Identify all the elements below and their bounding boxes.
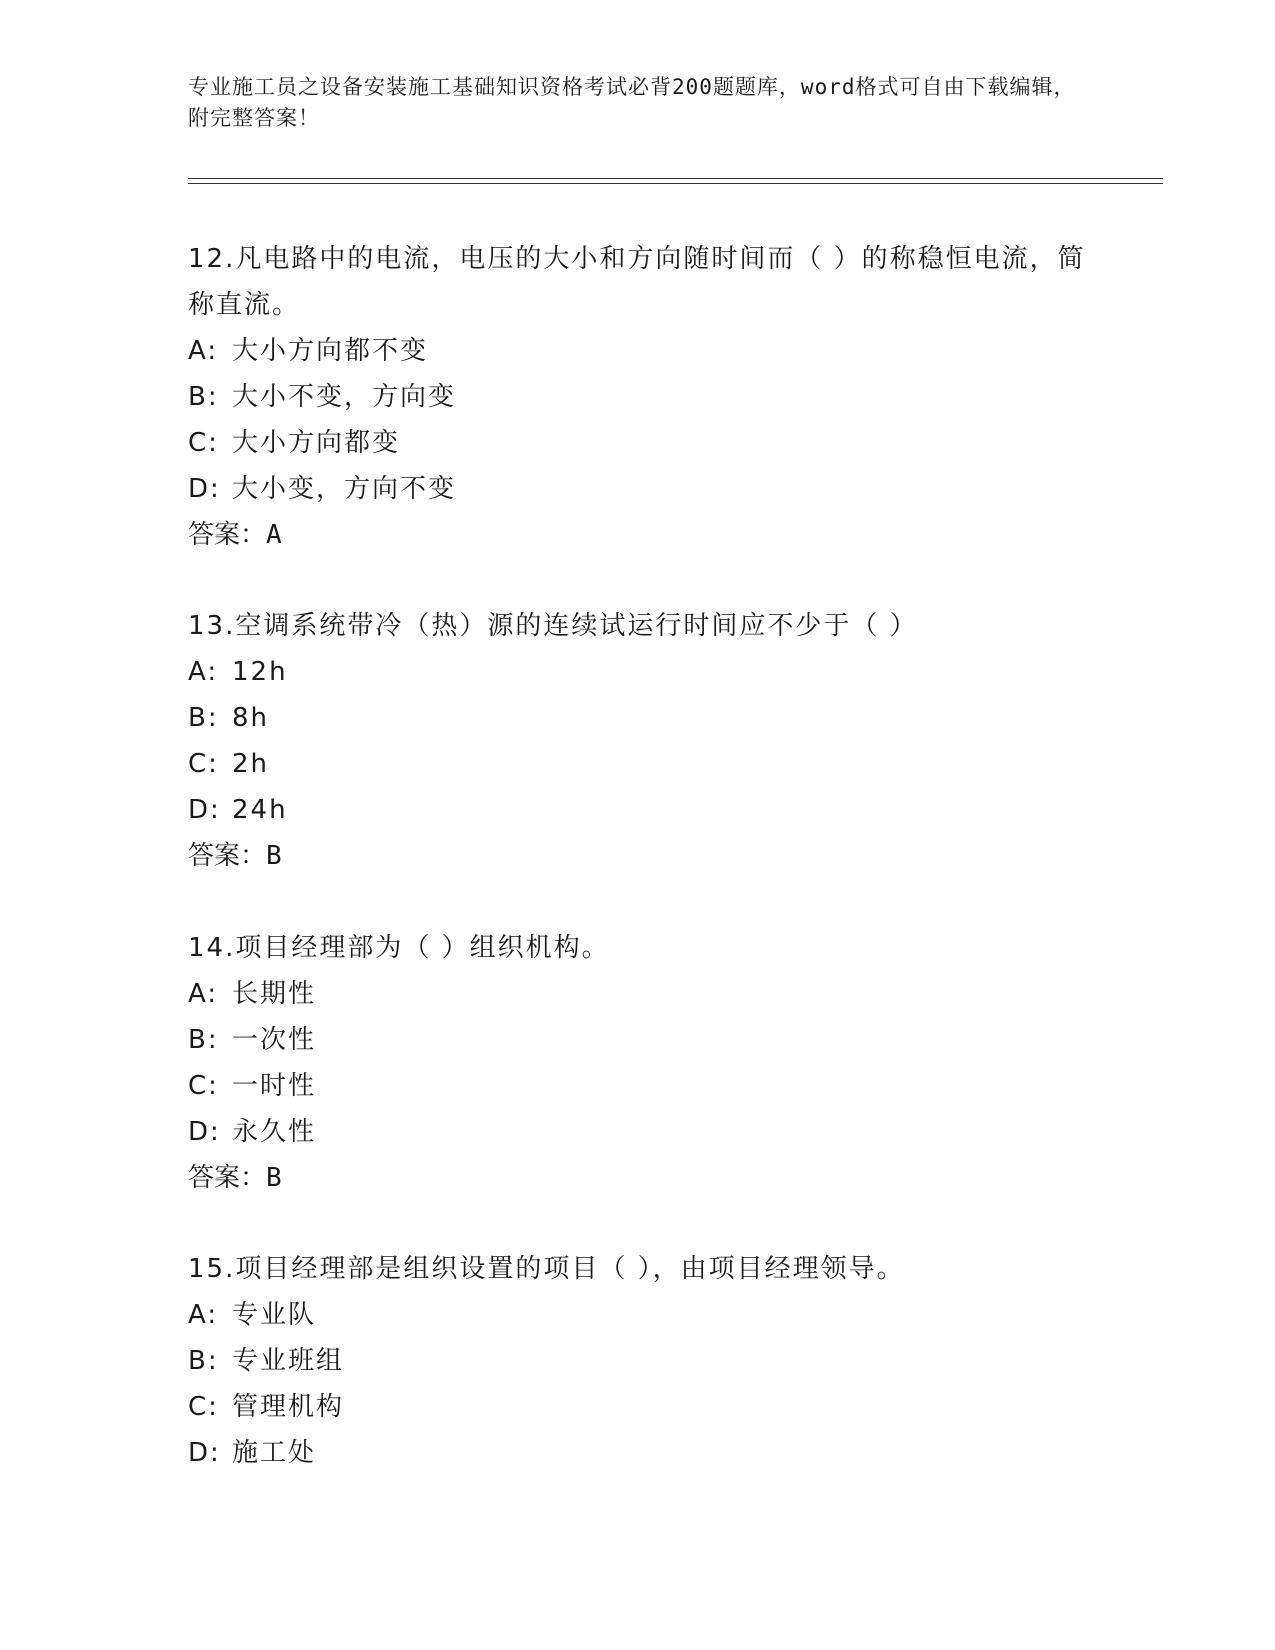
- option-letter: D:: [188, 1117, 221, 1147]
- option-text: 专业队: [232, 1300, 317, 1330]
- option-text: 2h: [232, 749, 270, 779]
- option-letter: B:: [188, 382, 219, 412]
- option-letter: D:: [188, 474, 221, 504]
- option-b: [188, 1017, 1088, 1063]
- option-a: [188, 328, 1088, 374]
- option-c: [188, 1063, 1088, 1109]
- answer: 答案：B: [188, 841, 282, 871]
- question-14: [188, 925, 1088, 1201]
- option-text: 一次性: [232, 1025, 317, 1055]
- option-letter: A:: [188, 979, 219, 1009]
- option-b: [188, 374, 1088, 420]
- option-text: 24h: [232, 795, 288, 825]
- option-d: [188, 1430, 1088, 1476]
- option-text: 专业班组: [232, 1346, 345, 1376]
- question-number: 14.: [188, 933, 236, 963]
- question-12: [188, 236, 1088, 558]
- header-divider-bottom: [188, 183, 1163, 184]
- option-text: 大小方向都不变: [232, 336, 429, 366]
- option-text: 12h: [232, 657, 288, 687]
- option-letter: B:: [188, 703, 219, 733]
- question-stem: [188, 925, 1088, 971]
- option-text: 大小不变，方向变: [232, 382, 457, 412]
- option-letter: A:: [188, 657, 219, 687]
- option-text: 长期性: [232, 979, 317, 1009]
- option-letter: D:: [188, 1438, 221, 1468]
- option-text: 8h: [232, 703, 270, 733]
- question-number: 13.: [188, 611, 236, 641]
- question-15: [188, 1246, 1088, 1476]
- option-letter: C:: [188, 1071, 219, 1101]
- option-letter: A:: [188, 1300, 219, 1330]
- option-c: [188, 420, 1088, 466]
- option-c: [188, 1384, 1088, 1430]
- option-letter: D:: [188, 795, 221, 825]
- question-number: 15.: [188, 1254, 236, 1284]
- option-letter: C:: [188, 749, 219, 779]
- answer: 答案：B: [188, 1163, 282, 1193]
- option-d: [188, 466, 1088, 512]
- option-c: [188, 741, 1088, 787]
- option-letter: C:: [188, 1392, 219, 1422]
- option-a: [188, 1292, 1088, 1338]
- answer: 答案：A: [188, 520, 282, 550]
- document-title: 专业施工员之设备安装施工基础知识资格考试必背200题题库，word格式可自由下载编辑，附完整答案！: [188, 75, 1076, 130]
- option-letter: C:: [188, 428, 219, 458]
- option-letter: A:: [188, 336, 219, 366]
- question-13: [188, 603, 1088, 879]
- question-number: 12.: [188, 244, 236, 274]
- option-d: [188, 787, 1088, 833]
- question-text: 项目经理部是组织设置的项目（ ），由项目经理领导。: [235, 1254, 905, 1284]
- question-text: 凡电路中的电流，电压的大小和方向随时间而（ ）的称稳恒电流，简称直流。: [188, 244, 1086, 320]
- option-b: [188, 1338, 1088, 1384]
- option-text: 大小方向都变: [232, 428, 401, 458]
- option-b: [188, 695, 1088, 741]
- option-a: [188, 971, 1088, 1017]
- question-text: 项目经理部为（ ）组织机构。: [235, 933, 610, 963]
- option-a: [188, 649, 1088, 695]
- option-text: 一时性: [232, 1071, 317, 1101]
- option-text: 永久性: [232, 1117, 317, 1147]
- question-text: 空调系统带冷（热）源的连续试运行时间应不少于（ ）: [235, 611, 918, 641]
- option-d: [188, 1109, 1088, 1155]
- header-divider-top: [188, 178, 1163, 179]
- option-text: 大小变，方向不变: [232, 474, 457, 504]
- option-letter: B:: [188, 1025, 219, 1055]
- question-stem: [188, 1246, 1088, 1292]
- option-text: 管理机构: [232, 1392, 345, 1422]
- question-stem: [188, 236, 1088, 328]
- option-letter: B:: [188, 1346, 219, 1376]
- question-stem: [188, 603, 1088, 649]
- option-text: 施工处: [232, 1438, 317, 1468]
